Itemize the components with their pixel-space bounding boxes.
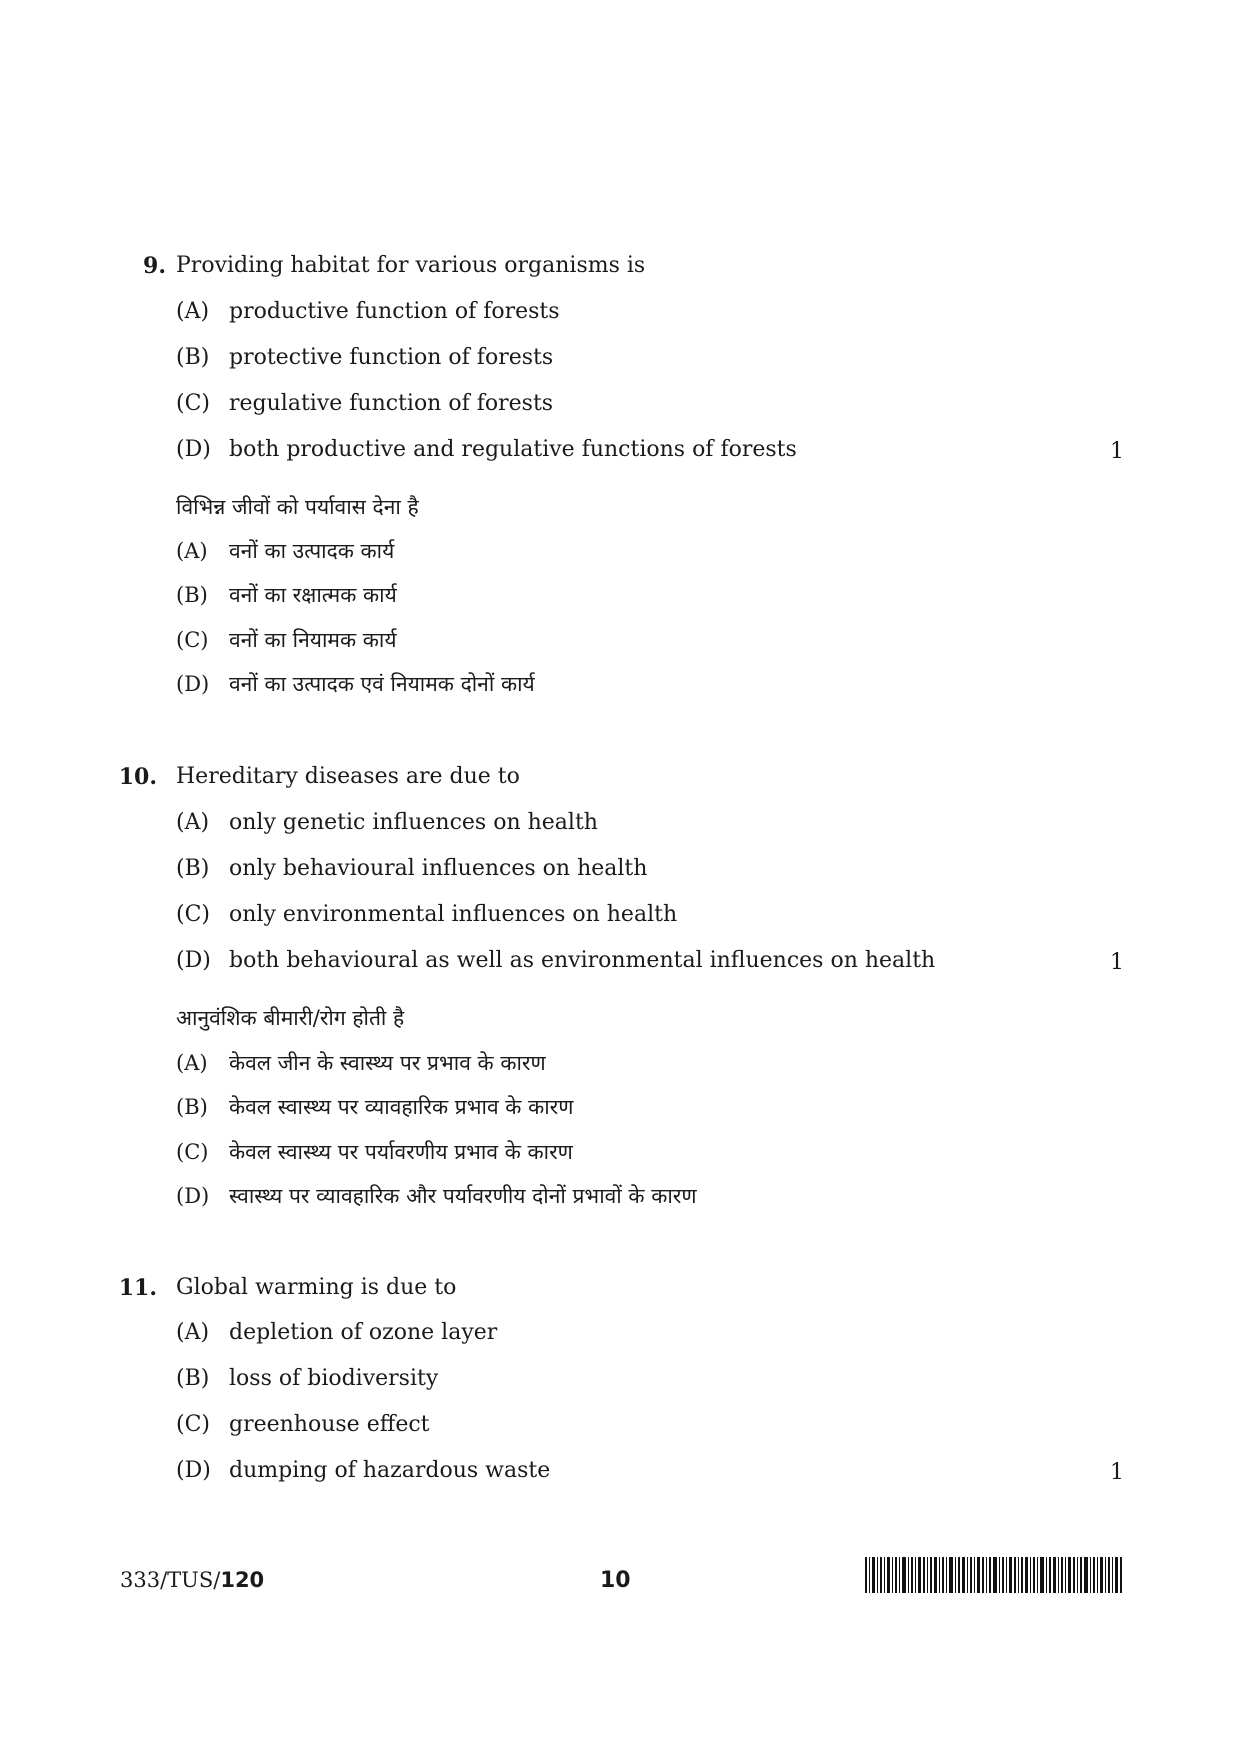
- option-label: (D): [176, 1458, 211, 1483]
- option-label: (A): [176, 1051, 208, 1075]
- option-label: (B): [176, 856, 210, 881]
- option-text: केवल जीन के स्वास्थ्य पर प्रभाव के कारण: [229, 1051, 546, 1075]
- option-text: स्वास्थ्य पर व्यावहारिक और पर्यावरणीय दोनों प्रभावों के कारण: [229, 1184, 697, 1208]
- option-text: only environmental influences on health: [229, 902, 678, 927]
- option-label: (A): [176, 1320, 210, 1345]
- option-label: (C): [176, 1140, 209, 1164]
- option-text: only behavioural influences on health: [229, 856, 648, 881]
- question-text-hindi: विभिन्न जीवों को पर्यावास देना है: [176, 495, 419, 519]
- question-number: 9.: [143, 253, 166, 279]
- option-label: (B): [176, 583, 208, 607]
- option-label: (D): [176, 672, 210, 696]
- question-text: Global warming is due to: [176, 1275, 457, 1300]
- paper-code-prefix: 333/TUS/: [120, 1568, 221, 1592]
- option-text: केवल स्वास्थ्य पर पर्यावरणीय प्रभाव के कारण: [229, 1140, 573, 1164]
- option-label: (A): [176, 539, 208, 563]
- option-label: (C): [176, 628, 209, 652]
- paper-code-number: 120: [220, 1568, 265, 1592]
- option-text: loss of biodiversity: [229, 1366, 439, 1391]
- option-text: वनों का उत्पादक कार्य: [229, 539, 395, 563]
- option-text: greenhouse effect: [229, 1412, 430, 1437]
- option-label: (B): [176, 1095, 208, 1119]
- option-text: depletion of ozone layer: [229, 1320, 498, 1345]
- paper-code: [120, 1568, 264, 1592]
- option-text: वनों का उत्पादक एवं नियामक दोनों कार्य: [229, 672, 535, 696]
- option-label: (D): [176, 948, 211, 973]
- option-label: (C): [176, 391, 210, 416]
- option-text: वनों का नियामक कार्य: [229, 628, 397, 652]
- option-label: (D): [176, 1184, 210, 1208]
- option-text: केवल स्वास्थ्य पर व्यावहारिक प्रभाव के कारण: [229, 1095, 574, 1119]
- question-number: 10.: [118, 764, 157, 790]
- page-number: 10: [600, 1568, 631, 1593]
- option-label: (B): [176, 1366, 210, 1391]
- marks: 1: [1110, 1460, 1124, 1485]
- option-text: both productive and regulative functions of forests: [229, 437, 797, 462]
- option-label: (A): [176, 299, 210, 324]
- option-text: dumping of hazardous waste: [229, 1458, 551, 1483]
- barcode-image: [865, 1557, 1123, 1593]
- option-text: regulative function of forests: [229, 391, 554, 416]
- option-text: both behavioural as well as environmental influences on health: [229, 948, 936, 973]
- option-text: only genetic influences on health: [229, 810, 598, 835]
- option-label: (D): [176, 437, 211, 462]
- question-text-hindi: आनुवंशिक बीमारी/रोग होती है: [176, 1006, 405, 1030]
- marks: 1: [1110, 439, 1124, 464]
- option-label: (C): [176, 902, 210, 927]
- question-number: 11.: [118, 1275, 157, 1301]
- question-text: Providing habitat for various organisms is: [176, 253, 646, 278]
- option-text: productive function of forests: [229, 299, 560, 324]
- question-text: Hereditary diseases are due to: [176, 764, 520, 789]
- option-text: protective function of forests: [229, 345, 554, 370]
- option-label: (C): [176, 1412, 210, 1437]
- option-label: (B): [176, 345, 210, 370]
- marks: 1: [1110, 950, 1124, 975]
- option-label: (A): [176, 810, 210, 835]
- option-text: वनों का रक्षात्मक कार्य: [229, 583, 397, 607]
